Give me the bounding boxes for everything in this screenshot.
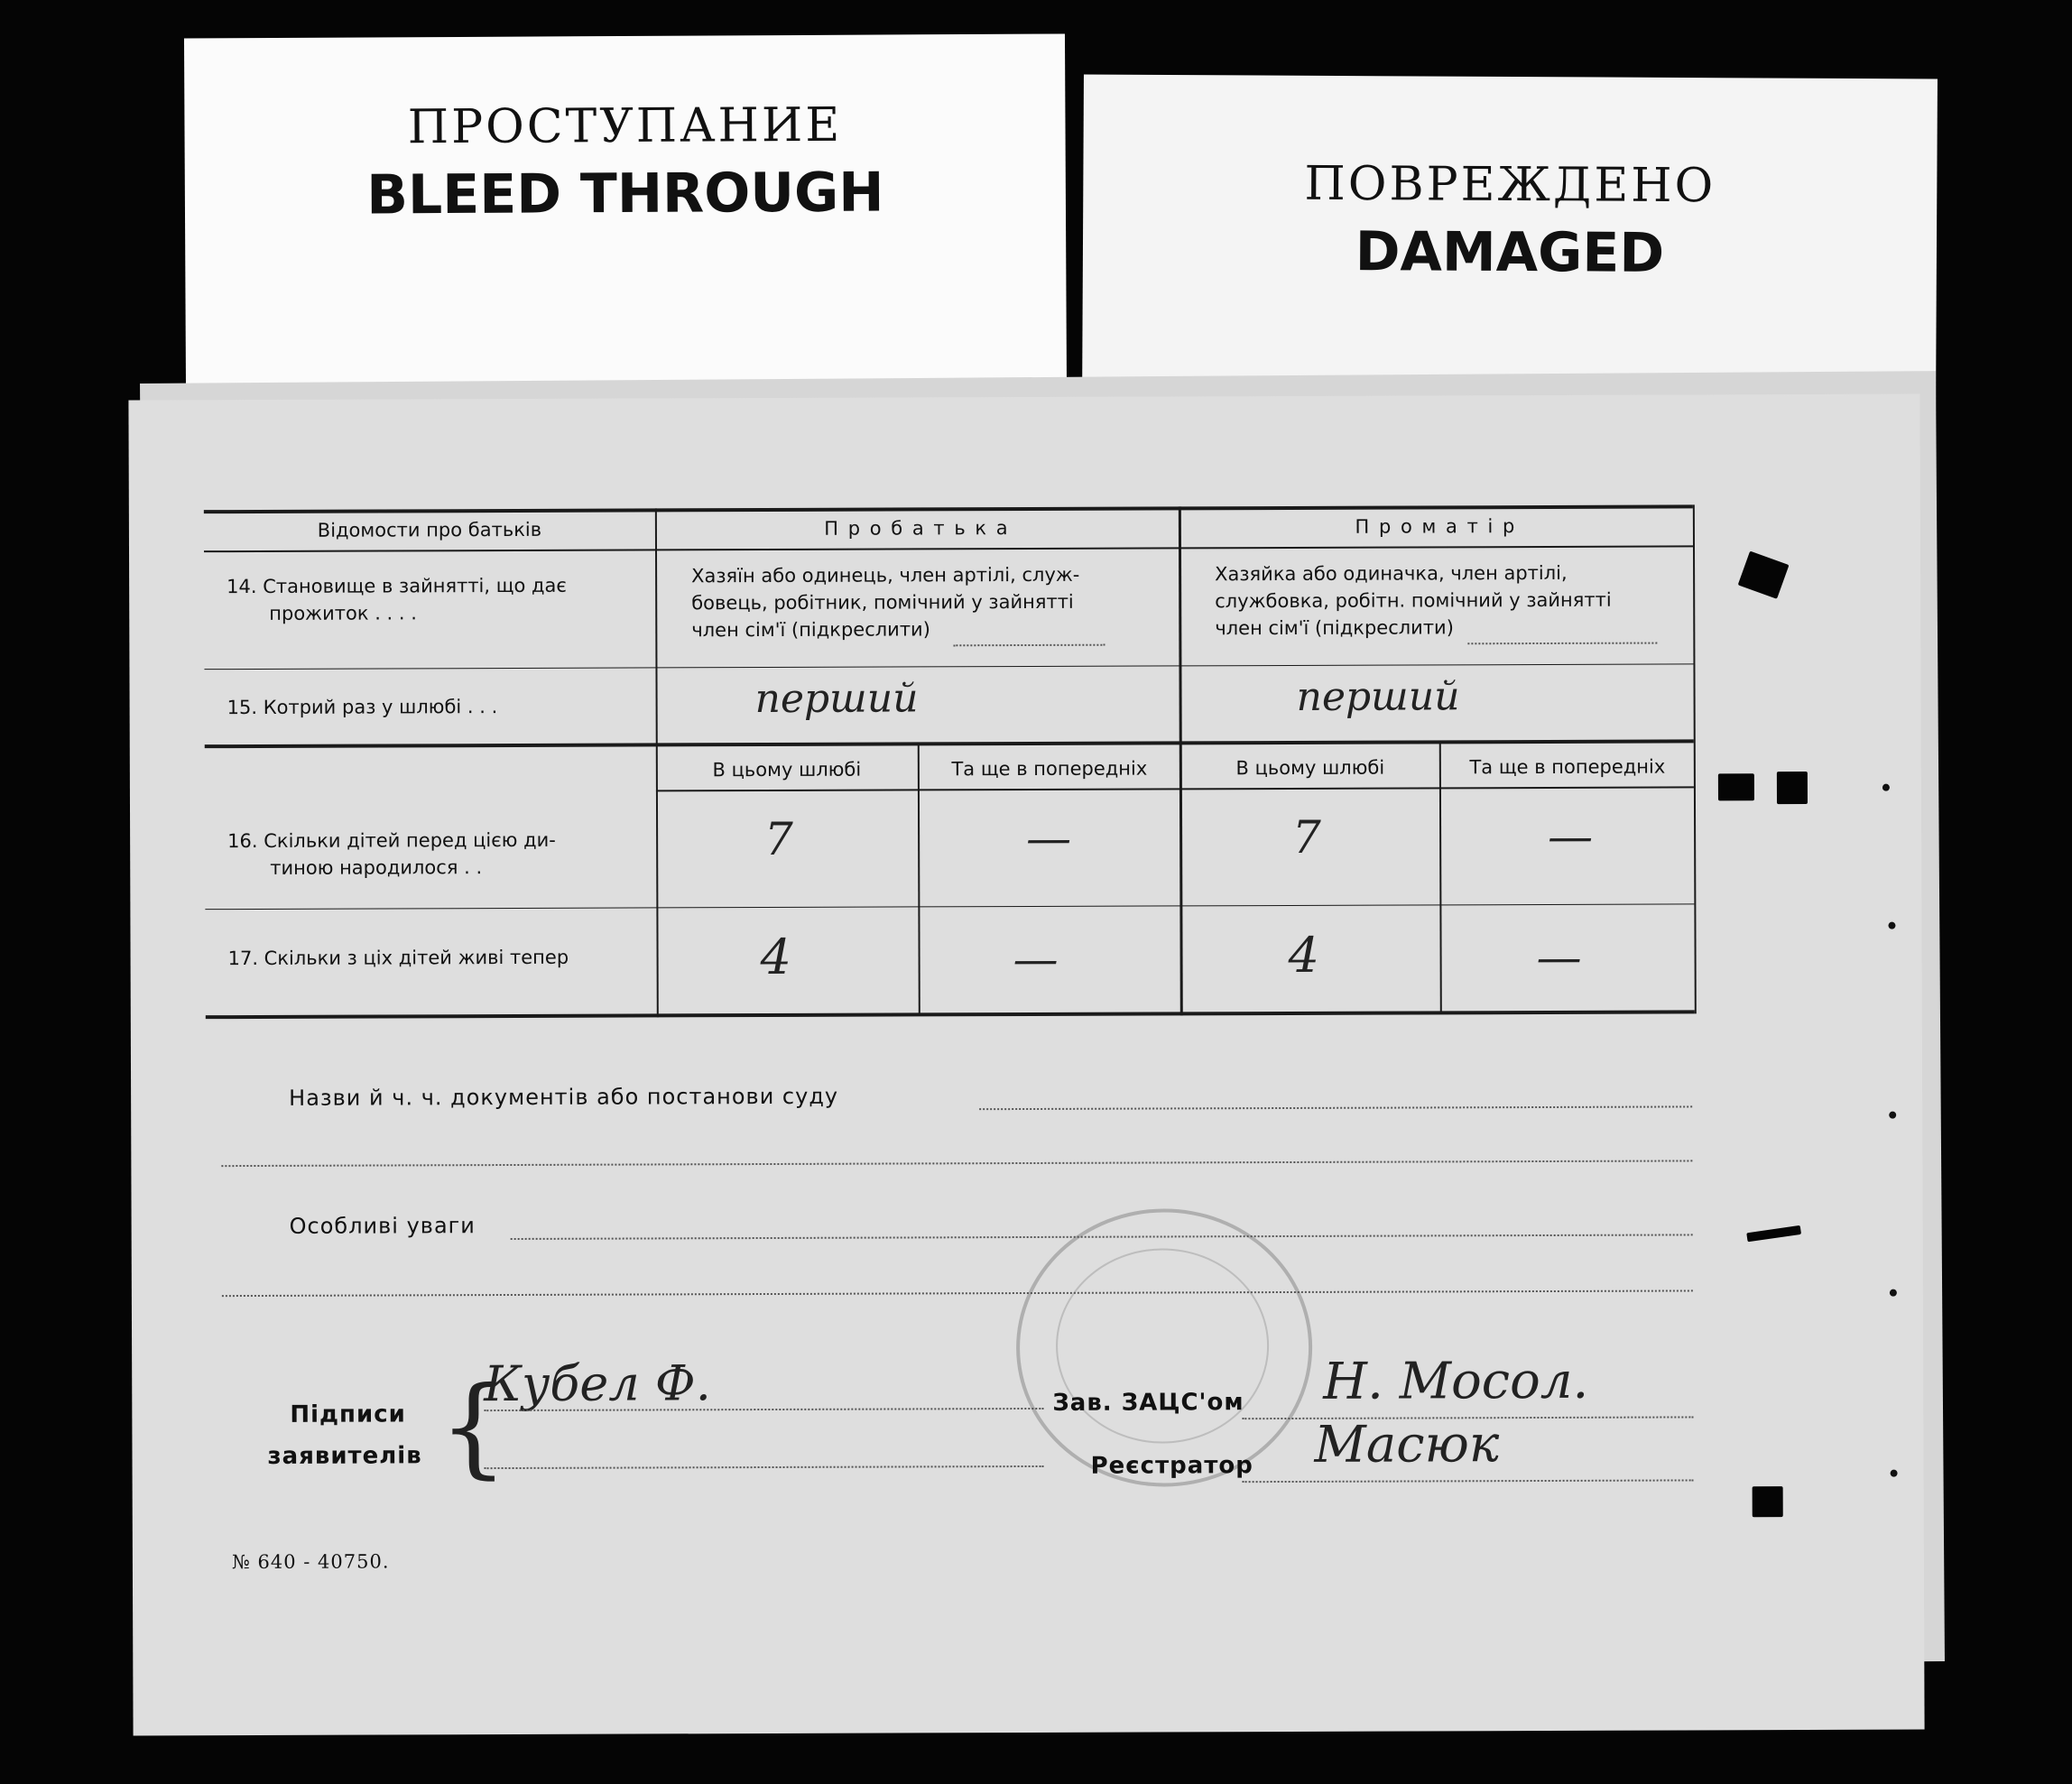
row15-father-value: перший bbox=[754, 675, 919, 723]
row16-mother-prev: — bbox=[1548, 809, 1594, 863]
header-mother: П р о м а т і р bbox=[1355, 515, 1517, 538]
row17-mother-prev: — bbox=[1536, 930, 1582, 984]
damage-hole bbox=[1753, 1486, 1783, 1517]
signatures-label-1: Підписи bbox=[290, 1400, 406, 1428]
damage-hole bbox=[1718, 773, 1754, 800]
head-label: Зав. ЗАЦС'ом bbox=[1052, 1389, 1244, 1417]
registrar-label: Реєстратор bbox=[1090, 1452, 1253, 1480]
row16-father-prev: — bbox=[1026, 811, 1072, 864]
row17-label: 17. Скільки з ціх дітей живі тепер bbox=[227, 946, 569, 970]
damage-tear bbox=[1746, 1225, 1801, 1242]
documents-label: Назви й ч. ч. документів або постанови суду bbox=[289, 1083, 839, 1111]
bleed-through-card bbox=[184, 33, 1067, 392]
header-section: Відомости про батьків bbox=[317, 518, 542, 541]
bleed-through-card-en: BLEED THROUGH bbox=[366, 161, 884, 227]
row16-father-this: 7 bbox=[764, 812, 794, 866]
row17-mother-this: 4 bbox=[1288, 926, 1320, 984]
remarks-label: Особливі уваги bbox=[289, 1213, 476, 1239]
row17-father-this: 4 bbox=[760, 928, 792, 986]
row17-father-prev: — bbox=[1013, 932, 1059, 986]
official-stamp bbox=[1016, 1208, 1313, 1487]
damaged-card-en: DAMAGED bbox=[1355, 220, 1665, 285]
bleed-through-card-ru: ПРОСТУПАНИЕ bbox=[407, 97, 843, 155]
applicant-signature: Кубел Ф. bbox=[484, 1354, 711, 1413]
registrar-signature: Масюк bbox=[1314, 1415, 1500, 1474]
row16-label: 16. Скільки дітей перед цією ди- тиною народилося . . bbox=[227, 828, 556, 879]
subheader-mother-prev: Та ще в попередніх bbox=[1469, 755, 1666, 779]
row16-mother-this: 7 bbox=[1292, 810, 1322, 864]
row14-label: 14. Становище в зайнятті, що дає прожиток . . . . bbox=[227, 574, 567, 624]
head-signature: Н. Мосол. bbox=[1323, 1351, 1589, 1411]
subheader-father-prev: Та ще в попередніх bbox=[951, 757, 1148, 781]
form-number: № 640 - 40750. bbox=[231, 1550, 390, 1574]
header-father: П р о б а т ь к а bbox=[824, 517, 1010, 540]
damaged-card-ru: ПОВРЕЖДЕНО bbox=[1304, 156, 1716, 214]
damage-hole bbox=[1738, 551, 1790, 599]
row15-mother-value: перший bbox=[1296, 673, 1460, 720]
subheader-father-this: В цьому шлюбі bbox=[712, 758, 862, 781]
row15-label: 15. Котрий раз у шлюбі . . . bbox=[227, 696, 498, 719]
subheader-mother-this: В цьому шлюбі bbox=[1235, 756, 1385, 780]
row14-mother-options: Хазяйка або одиначка, член артілі, службовка, робітн. помічний у зайнятті член сім'ї (підкреслити) bbox=[1215, 561, 1612, 640]
signatures-label-2: заявителів bbox=[267, 1442, 422, 1470]
registration-form: Відомости про батьків П р о б а т ь к а П р о м а т і р 14. Становище в зайнятті, що дає прожиток . . . . Хазяїн або одинець, член артілі, служ- бовець, робітник, помічний у зайнятті член сім'ї (підкреслити) Хазяйка або одиначка, член артілі, службовка, робітн. помічний у зайнятті член сім'ї (підкреслити) 15. Котрий раз у шлюбі . . . перший перший В цьому шлюбі Та ще в попередніх В цьому шлюбі Та ще в попередніх 16. Скільки дітей перед цією ди- тиною народилося . . 7 — 7 — 17. Скільки з ціх дітей живі тепер 4 — 4 — Назви й ч. ч. документів або постанови суду Особливі уваги Підписи заявителів { Кубел Ф. Зав. ЗАЦС'ом Н. Мосол. Реєстратор Масюк № 640 - 40750. bbox=[128, 394, 1924, 1736]
row14-father-options: Хазяїн або одинець, член артілі, служ- бовець, робітник, помічний у зайнятті член сім'ї (підкреслити) bbox=[691, 563, 1080, 642]
damage-hole bbox=[1777, 772, 1808, 804]
damaged-card bbox=[1082, 75, 1938, 413]
parents-table bbox=[204, 504, 1695, 1019]
